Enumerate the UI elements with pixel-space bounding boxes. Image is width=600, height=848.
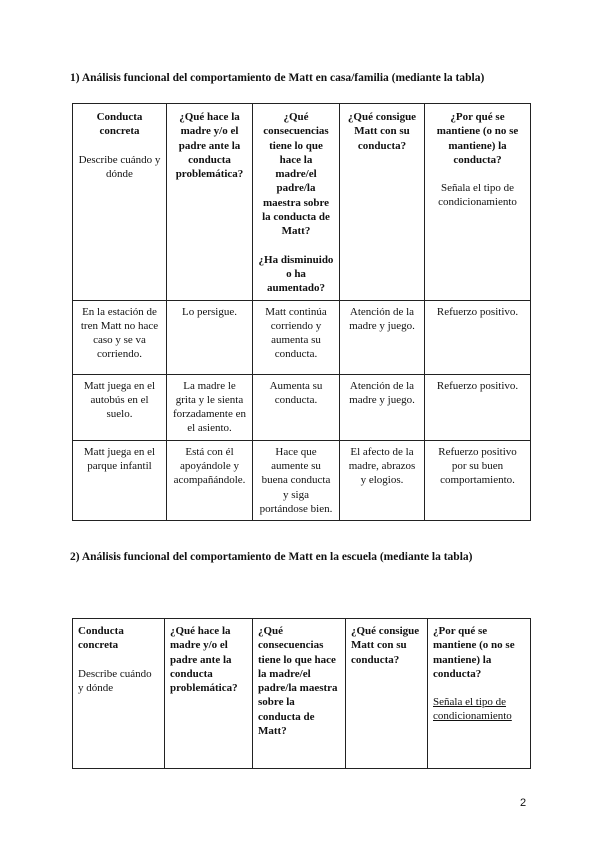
header-consecuencias: ¿Qué consecuencias tiene lo que hace la madre/el padre/la maestra sobre la conducta de Matt? ¿Ha disminuido o ha aumentado? [253, 104, 340, 301]
page-number: 2 [520, 797, 527, 809]
table-row [73, 374, 531, 440]
table-cell: El afecto de la madre, abrazos y elogios. [340, 440, 425, 520]
table-cell: Matt continúa corriendo y aumenta su conducta. [253, 300, 340, 374]
table-cell: Aumenta su conducta. [253, 374, 340, 440]
table-cell: La madre le grita y le sienta forzadamente en el asiento. [167, 374, 253, 440]
table-cell: Refuerzo positivo. [425, 300, 531, 374]
section-heading-school: 2) Análisis funcional del comportamiento de Matt en la escuela (mediante la tabla) [70, 551, 473, 563]
table-header-row [73, 104, 531, 301]
header-que-consigue: ¿Qué consigue Matt con su conducta? [340, 104, 425, 301]
table-cell: Atención de la madre y juego. [340, 374, 425, 440]
header-por-que: ¿Por qué se mantiene (o no se mantiene) la conducta? Señala el tipo de condicionamiento [425, 104, 531, 301]
table-cell: Matt juega en el parque infantil [73, 440, 167, 520]
header-por-que: ¿Por qué se mantiene (o no se mantiene) la conducta? Señala el tipo de condicionamiento [428, 619, 531, 769]
school-analysis-table [72, 618, 531, 769]
table-row [73, 440, 531, 520]
table-cell: Lo persigue. [167, 300, 253, 374]
header-conducta: Conducta concreta Describe cuándo y dónde [73, 619, 165, 769]
header-que-consigue: ¿Qué consigue Matt con su conducta? [346, 619, 428, 769]
section-heading-home: 1) Análisis funcional del comportamiento de Matt en casa/familia (mediante la tabla) [70, 72, 485, 84]
table-cell: En la estación de tren Matt no hace caso y se va corriendo. [73, 300, 167, 374]
table-header-row [73, 619, 531, 769]
table-cell: Hace que aumente su buena conducta y siga portándose bien. [253, 440, 340, 520]
table-cell: Refuerzo positivo. [425, 374, 531, 440]
header-que-hace: ¿Qué hace la madre y/o el padre ante la conducta problemática? [167, 104, 253, 301]
table-cell: Está con él apoyándole y acompañándole. [167, 440, 253, 520]
header-consecuencias: ¿Qué consecuencias tiene lo que hace la madre/el padre/la maestra sobre la conducta de Matt? [253, 619, 346, 769]
header-que-hace: ¿Qué hace la madre y/o el padre ante la conducta problemática? [165, 619, 253, 769]
table-row [73, 300, 531, 374]
table-cell: Matt juega en el autobús en el suelo. [73, 374, 167, 440]
table-cell: Atención de la madre y juego. [340, 300, 425, 374]
table-cell: Refuerzo positivo por su buen comportamiento. [425, 440, 531, 520]
home-analysis-table [72, 103, 531, 521]
header-conducta: Conducta concreta Describe cuándo y dónde [73, 104, 167, 301]
